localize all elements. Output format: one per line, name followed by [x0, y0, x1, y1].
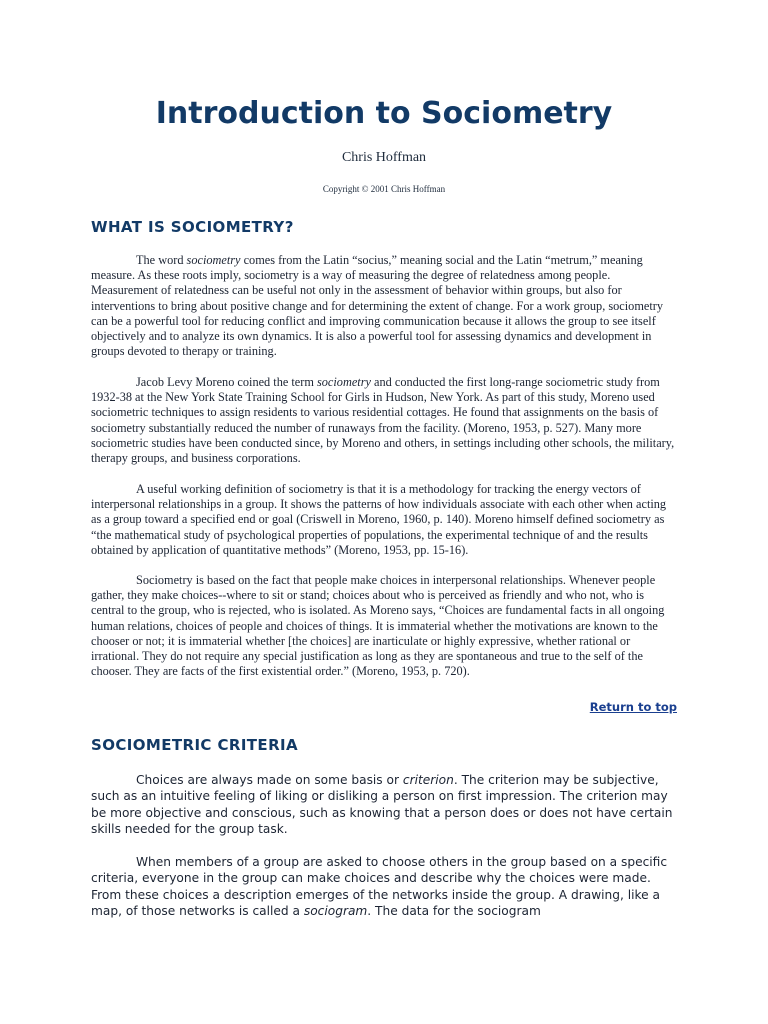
copyright-notice: Copyright © 2001 Chris Hoffman: [322, 184, 446, 194]
paragraph-text: and conducted the first long-range sociometric study from 1932-38 at the New York State Training School for Girls in Hudson, New York. As part of this study, Moreno used sociometric techniques to assign residents to various residential cottages. He found that assignments on the basis of sociometry substantially reduced the number of runaways from the facility. (Moreno, 1953, p. 527). Many more sociometric studies have been conducted since, by Moreno and others, in settings including other schools, the military, therapy groups, and business corporations.: [91, 375, 675, 466]
italic-term: sociogram: [303, 903, 368, 918]
page-title: Introduction to Sociometry: [155, 96, 613, 131]
paragraph-criterion: [91, 772, 679, 837]
italic-term: sociometry: [316, 375, 371, 389]
italic-term: sociometry: [186, 253, 241, 267]
paragraph-text: . The criterion may be subjective, such as an intuitive feeling of liking or disliking a person on first impression. The criterion may be more objective and conscious, such as knowing that a person does or does not have certain skills needed for the group task.: [91, 773, 673, 836]
paragraph-text: . The data for the sociogram: [367, 903, 541, 918]
paragraph-text: When members of a group are asked to choose others in the group based on a specific criteria, everyone in the group can make choices and describe why the choices were made. From these choices a description emerges of the networks inside the group. A drawing, like a map, of those networks is called a: [91, 855, 668, 918]
paragraph-text: The word: [136, 253, 187, 267]
paragraph-moreno: [91, 375, 679, 466]
paragraph-definition: [91, 253, 679, 359]
paragraph-choices: Sociometry is based on the fact that people make choices in interpersonal relationships. Whenever people gather, they make choices--where to sit or stand; choices about who is perceived as friendly and who not, who is central to the group, who is rejected, who is isolated. As Moreno says, “Choices are fundamental facts in all ongoing human relations, choices of people and choices of things. It is immaterial whether the motivations are known to the chooser or not; it is immaterial whether [the choices] are inarticulate or highly expressive, whether rational or irrational. They do not require any special justification as long as they are spontaneous and true to the self of the chooser. They are facts of the first existential order.” (Moreno, 1953, p. 720).: [91, 573, 665, 679]
author-name: Chris Hoffman: [341, 150, 427, 165]
italic-term: criterion: [402, 773, 454, 787]
paragraph-text: Jacob Levy Moreno coined the term: [136, 375, 317, 389]
paragraph-sociogram: [91, 854, 679, 919]
section-heading-sociometric-criteria: SOCIOMETRIC CRITERIA: [91, 736, 299, 754]
paragraph-text: comes from the Latin “socius,” meaning social and the Latin “metrum,” meaning measure. As these roots imply, sociometry is a way of measuring the degree of relatedness among people. Measurement of relatedness can be useful not only in the assessment of behavior within groups, but also for interventions to bring about positive change and for determining the extent of change. For a work group, sociometry can be a powerful tool for reducing conflict and improving communication because it allows the group to see itself objectively and to analyze its own dynamics. It is also a powerful tool for assessing dynamics and development in groups devoted to therapy or training.: [91, 253, 663, 359]
paragraph-working-definition: A useful working definition of sociometry is that it is a methodology for tracking the energy vectors of interpersonal relationships in a group. It shows the patterns of how individuals associate with each other when acting as a group toward a specified end or goal (Criswell in Moreno, 1960, p. 140). Moreno himself defined sociometry as “the mathematical study of psychological properties of populations, the experimental technique of and the results obtained by application of quantitative methods” (Moreno, 1953, pp. 15-16).: [91, 482, 667, 557]
paragraph-text: Choices are always made on some basis or: [136, 773, 403, 787]
return-to-top-link[interactable]: Return to top: [589, 700, 677, 714]
section-heading-what-is-sociometry: WHAT IS SOCIOMETRY?: [91, 218, 294, 236]
